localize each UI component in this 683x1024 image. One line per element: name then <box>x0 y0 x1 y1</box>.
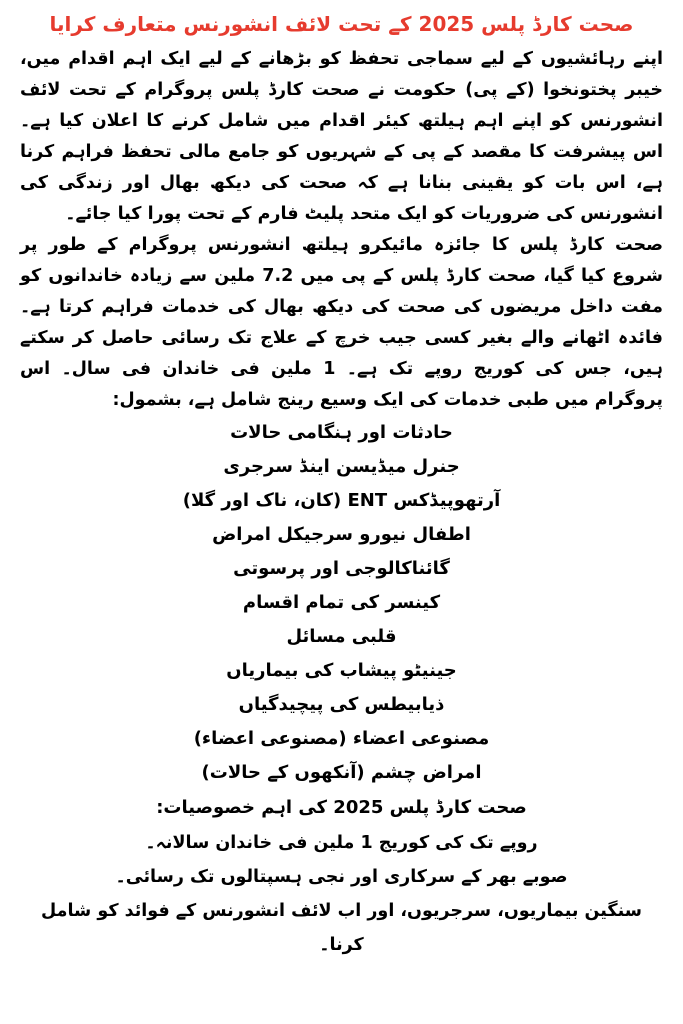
intro-paragraph: صحت کارڈ پلس کا جائزہ مائیکرو ہیلتھ انشورنس پروگرام کے طور پر شروع کیا گیا، صحت کارڈ پلس کے پی میں 7.2 ملین سے زیادہ خاندانوں کو مفت داخل مریضوں کی صحت کی دیکھ بھال کی خدمات فراہم کرتا ہے۔ فائدہ اٹھانے والے بغیر کسی جیب خرچ کے علاج تک رسائی حاصل کر سکتے ہیں، جس کی کوریج روپے تک ہے۔ 1 ملین فی خاندان فی سال۔ اس پروگرام میں طبی خدمات کی ایک وسیع رینج شامل ہے، بشمول: <box>20 235 663 410</box>
service-item: حادثات اور ہنگامی حالات <box>230 422 453 443</box>
intro-paragraph: اپنے رہائشیوں کے لیے سماجی تحفظ کو بڑھانے کے لیے ایک اہم اقدام میں، خیبر پختونخوا (کے پی) حکومت نے صحت کارڈ پلس پروگرام کے تحت لائف انشورنس کو اپنے اہم ہیلتھ کیئر اقدام میں شامل کرنے کا اعلان کیا ہے۔ اس پیشرفت کا مقصد کے پی کے شہریوں کو جامع مالی تحفظ فراہم کرنا ہے، اس بات کو یقینی بنانا ہے کہ صحت کی دیکھ بھال اور زندگی کی انشورنس کی ضروریات کو ایک متحد پلیٹ فارم کے تحت پورا کیا جائے۔ <box>20 49 663 224</box>
service-item: اطفال نیورو سرجیکل امراض <box>212 524 471 545</box>
feature-item: صوبے بھر کے سرکاری اور نجی ہسپتالوں تک رسائی۔ <box>115 867 568 887</box>
service-item: قلبی مسائل <box>286 626 397 647</box>
service-item: جنرل میڈیسن اینڈ سرجری <box>223 456 460 477</box>
service-item: آرتھوپیڈکس ENT (کان، ناک اور گلا) <box>182 490 501 511</box>
article-title: صحت کارڈ پلس 2025 کے تحت لائف انشورنس متعارف کرایا <box>49 12 634 36</box>
service-item: جینیٹو پیشاب کی بیماریاں <box>226 660 457 681</box>
features-heading: صحت کارڈ پلس 2025 کی اہم خصوصیات: <box>156 797 527 818</box>
feature-item: روپے تک کی کوریج 1 ملین فی خاندان سالانہ۔ <box>145 833 538 853</box>
article-intro <box>20 44 663 416</box>
service-item: مصنوعی اعضاء (مصنوعی اعضاء) <box>193 728 490 749</box>
service-item: کینسر کی تمام اقسام <box>242 592 441 613</box>
services-list <box>20 416 663 790</box>
features-list <box>20 826 663 962</box>
service-item: امراض چشم (آنکھوں کے حالات) <box>201 762 482 783</box>
service-item: ذیابیطس کی پیچیدگیاں <box>238 694 445 715</box>
service-item: گائناکالوجی اور پرسوتی <box>233 558 450 579</box>
feature-item: سنگین بیماریوں، سرجریوں، اور اب لائف انشورنس کے فوائد کو شامل کرنا۔ <box>41 901 642 955</box>
